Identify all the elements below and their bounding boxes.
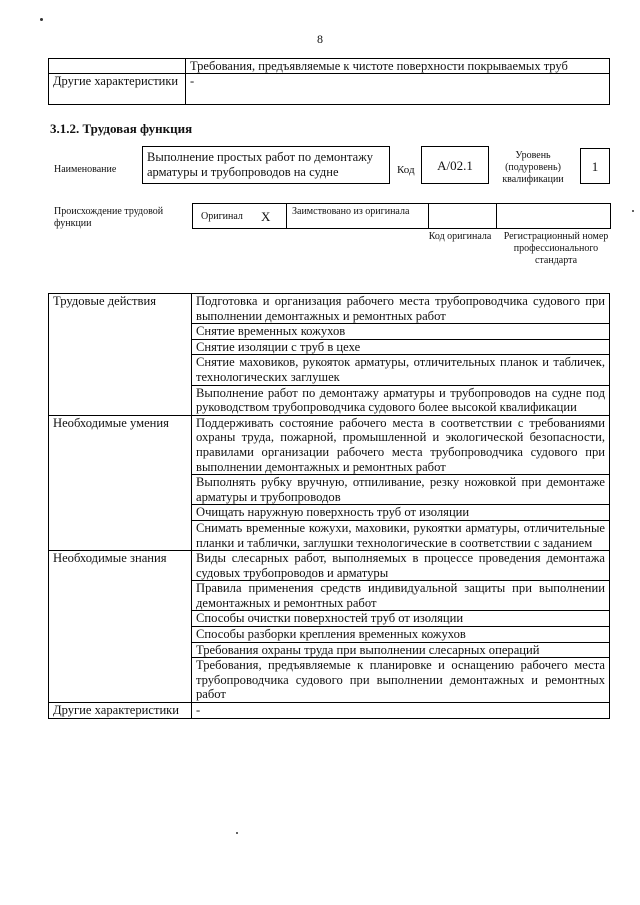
scan-dot (40, 18, 43, 21)
table-row (49, 74, 610, 105)
skills-label: Необходимые умения (49, 415, 192, 550)
labor-actions-label: Трудовые действия (49, 294, 192, 416)
table-row (49, 294, 610, 324)
table-cell: - (192, 703, 610, 719)
table-cell: Требования, предъявляемые к чистоте поверхности покрываемых труб (186, 59, 610, 74)
borrowed-label: Заимствовано из оригинала (292, 206, 410, 217)
table-cell: Подготовка и организация рабочего места трубопроводчика судового при выполнении демонтажных и ремонтных работ (192, 294, 610, 324)
table-cell: - (186, 74, 610, 105)
name-label: Наименование (54, 164, 117, 175)
table-cell (49, 59, 186, 74)
table-cell: Требования, предъявляемые к планировке и оснащению рабочего места трубопроводчика судового при выполнении демонтажных и ремонтных работ (192, 658, 610, 703)
table-cell: Поддерживать состояние рабочего места в соответствии с требованиями охраны труда, пожарной, промышленной и экологической безопасности, правилами организации рабочего места трубопроводчика судового при выполнении демонтажных и ремонтных работ (192, 415, 610, 474)
function-name: Выполнение простых работ по демонтажу арматуры и трубопроводов на судне (142, 146, 390, 184)
level-label: Уровень (подуровень) квалификации (502, 150, 564, 185)
table-cell: Способы разборки крепления временных кожухов (192, 627, 610, 643)
main-table (48, 293, 610, 719)
code-caption: Код оригинала (428, 231, 492, 242)
other-label: Другие характеристики (49, 703, 192, 719)
origin-row (192, 203, 611, 229)
table-cell: Правила применения средств индивидуальной защиты при выполнении демонтажных и ремонтных работ (192, 581, 610, 611)
table-cell: Снятие временных кожухов (192, 324, 610, 340)
divider (428, 204, 429, 228)
table-row (49, 59, 610, 74)
original-label: Оригинал (201, 211, 243, 222)
code-value: А/02.1 (421, 146, 489, 184)
table-cell: Требования охраны труда при выполнении слесарных операций (192, 642, 610, 658)
original-mark: X (261, 209, 271, 224)
divider (496, 204, 497, 228)
knowledge-label: Необходимые знания (49, 551, 192, 703)
table-cell: Выполнение работ по демонтажу арматуры и трубопроводов на судне под руководством трубопроводчика судового более высокой квалификации (192, 385, 610, 415)
table-row (49, 415, 610, 474)
scan-dot (632, 210, 634, 212)
table-cell: Снятие маховиков, рукояток арматуры, отличительных планок и табличек, технологических заглушек (192, 355, 610, 385)
table-cell: Способы очистки поверхностей труб от изоляции (192, 611, 610, 627)
scan-dot (236, 832, 238, 834)
table-cell: Выполнять рубку вручную, отпиливание, резку ножовкой при демонтаже арматуры и трубопроводов (192, 475, 610, 505)
table-cell: Очищать наружную поверхность труб от изоляции (192, 505, 610, 521)
row-label: Другие характеристики (49, 74, 186, 105)
table-row (49, 703, 610, 719)
origin-label: Происхождение трудовой функции (54, 206, 164, 229)
table-cell: Снятие изоляции с труб в цехе (192, 339, 610, 355)
level-value: 1 (580, 148, 610, 184)
table-cell: Виды слесарных работ, выполняемых в процессе проведения демонтажа судовых трубопроводов и арматуры (192, 551, 610, 581)
section-title: 3.1.2. Трудовая функция (50, 121, 193, 136)
code-label: Код (397, 164, 415, 176)
reg-caption: Регистрационный номер профессионального стандарта (503, 231, 609, 266)
table-row (49, 551, 610, 581)
divider (286, 204, 287, 228)
table-cell: Снимать временные кожухи, маховики, рукоятки арматуры, отличительные планки и таблички, заглушки технологические в соответствии с заданием (192, 520, 610, 550)
page-number: 8 (317, 32, 323, 46)
top-table (48, 58, 610, 105)
